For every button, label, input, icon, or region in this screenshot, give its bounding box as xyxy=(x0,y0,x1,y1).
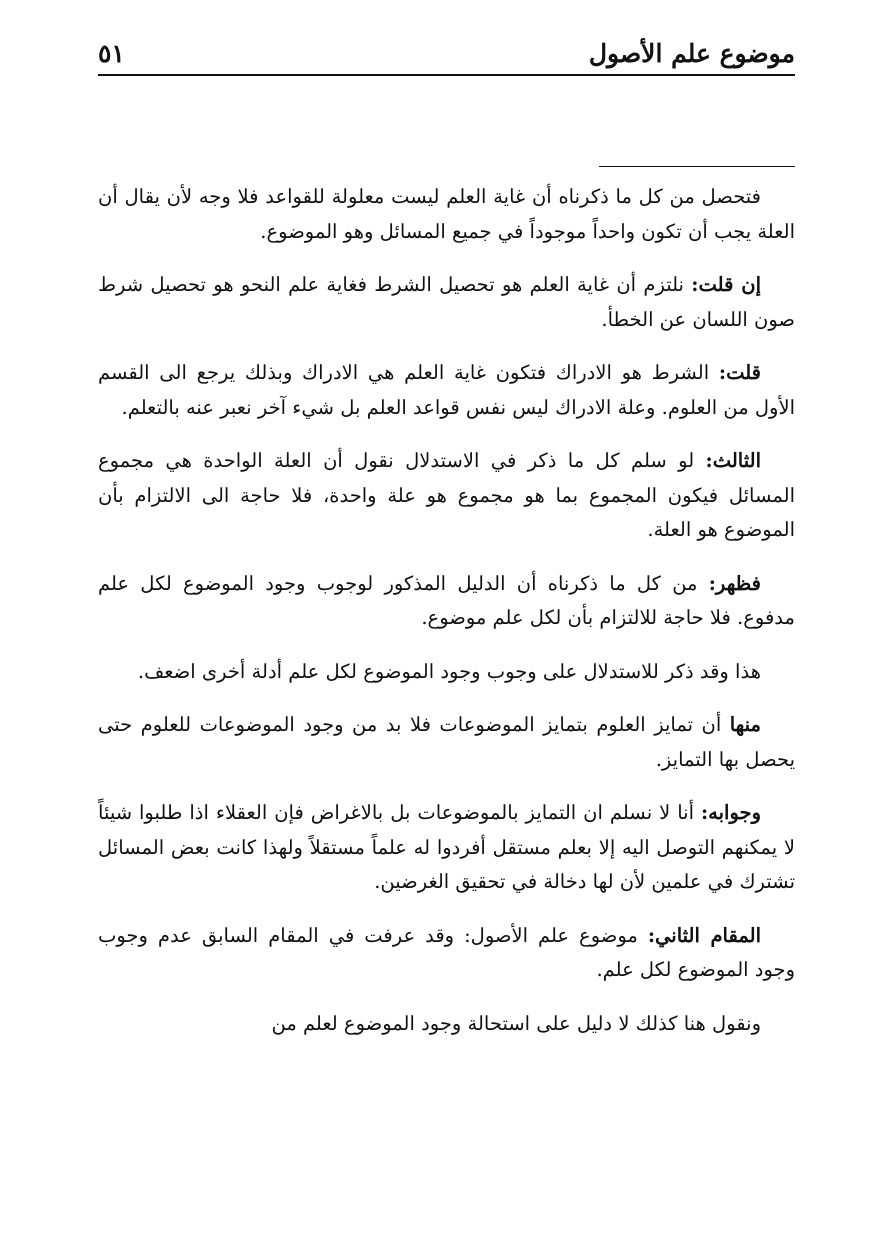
paragraph-text: الشرط هو الادراك فتكون غاية العلم هي الادراك وبذلك يرجع الى القسم الأول من العلوم. وعلة الادراك ليس نفس قواعد العلم بل شيء آخر نعبر عنه بالتعلم. xyxy=(98,361,795,419)
paragraph-lead: قلت: xyxy=(718,361,761,384)
paragraph-text: موضوع علم الأصول: وقد عرفت في المقام السابق عدم وجوب وجود الموضوع لكل علم. xyxy=(98,923,795,981)
paragraph-8 xyxy=(98,796,795,900)
paragraph-9 xyxy=(98,919,795,988)
paragraph-lead: منها xyxy=(729,713,761,736)
paragraph-text: نلتزم أن غاية العلم هو تحصيل الشرط فغاية علم النحو هو تحصيل شرط صون اللسان عن الخطأ. xyxy=(98,273,795,331)
paragraph-10 xyxy=(98,1007,795,1042)
paragraph-text: أنا لا نسلم ان التمايز بالموضوعات بل بالاغراض فإن العقلاء اذا طلبوا شيئاً لا يمكنهم التوصل اليه إلا بعلم مستقل أفردوا له علماً مستقلاً ولهذا كانت بعض المسائل تشترك في علمين لأن لها دخالة في تحقيق الغرضين. xyxy=(98,801,795,893)
footnote-separator xyxy=(599,166,795,167)
paragraph-text: أن تمايز العلوم بتمايز الموضوعات فلا بد من وجود الموضوعات للعلوم حتى يحصل بها التمايز. xyxy=(98,713,795,771)
header-rule xyxy=(98,74,795,76)
running-title: موضوع علم الأصول xyxy=(588,39,795,68)
paragraph-lead: إن قلت: xyxy=(691,273,761,296)
paragraph-text: لو سلم كل ما ذكر في الاستدلال نقول أن العلة الواحدة هي مجموع المسائل فيكون المجموع بما هو مجموع هو علة واحدة، فلا حاجة الى الالتزام بأن الموضوع هو العلة. xyxy=(98,449,795,541)
paragraph-5 xyxy=(98,567,795,636)
paragraph-1 xyxy=(98,180,795,249)
page-number: ٥١ xyxy=(98,39,125,68)
paragraph-4 xyxy=(98,444,795,548)
paragraph-lead: المقام الثاني: xyxy=(647,923,762,947)
body-text xyxy=(98,180,795,1041)
paragraph-7 xyxy=(98,708,795,777)
paragraph-lead: وجوابه: xyxy=(700,801,761,824)
paragraph-lead: الثالث: xyxy=(705,449,761,472)
paragraph-3 xyxy=(98,356,795,425)
paragraph-6 xyxy=(98,655,795,690)
paragraph-text: فتحصل من كل ما ذكرناه أن غاية العلم ليست معلولة للقواعد فلا وجه لأن يقال أن العلة يجب أن تكون واحداً موجوداً في جميع المسائل وهو الموضوع. xyxy=(98,185,795,243)
paragraph-text: من كل ما ذكرناه أن الدليل المذكور لوجوب وجود الموضوع لكل علم مدفوع. فلا حاجة للالتزام بأن لكل علم موضوع. xyxy=(98,571,795,629)
paragraph-2 xyxy=(98,268,795,337)
running-header xyxy=(98,36,795,76)
paragraph-text: هذا وقد ذكر للاستدلال على وجوب وجود الموضوع لكل علم أدلة أخرى اضعف. xyxy=(137,659,761,683)
paragraph-lead: فظهر: xyxy=(708,571,761,595)
paragraph-text: ونقول هنا كذلك لا دليل على استحالة وجود الموضوع لعلم من xyxy=(271,1011,761,1035)
